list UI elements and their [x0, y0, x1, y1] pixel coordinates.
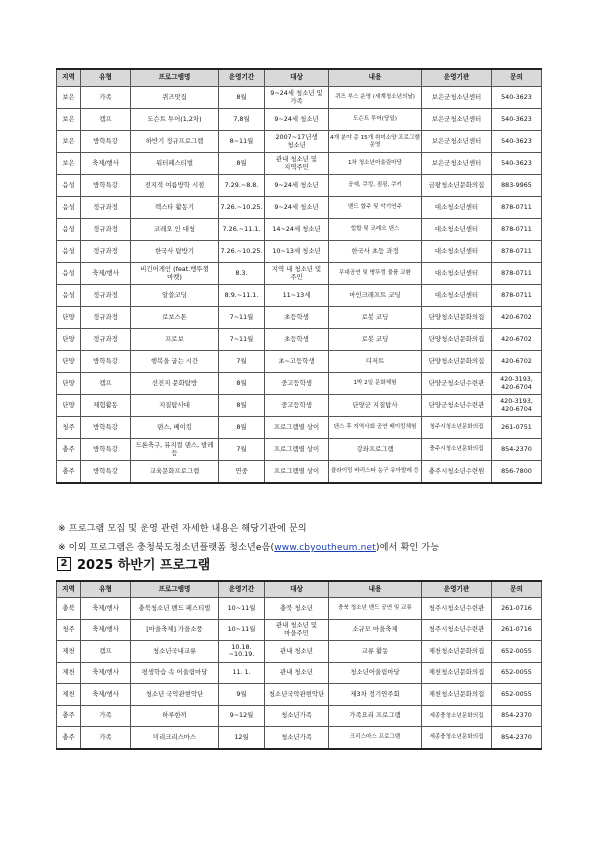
contact-cell: 652-0055 [492, 641, 542, 663]
table-row [57, 417, 542, 439]
section-number: 2 [57, 557, 71, 571]
period-cell: 7월 [219, 439, 265, 461]
organization-cell: 단양군청소년수련관 [422, 395, 492, 417]
table-header-row [57, 581, 542, 598]
type-cell: 방학특강 [81, 461, 131, 484]
note-platform-text-end: )에서 확인 가능 [376, 543, 440, 553]
region-cell: 음성 [57, 219, 81, 241]
organization-cell: 보은군청소년센터 [422, 87, 492, 109]
type-cell: 축제/행사 [81, 263, 131, 285]
contact-cell: 420-6702 [492, 329, 542, 351]
organization-cell: 제천청소년문화의집 [422, 662, 492, 684]
table-row [57, 461, 542, 484]
target-cell: 초등학생 [265, 307, 329, 329]
region-cell: 충주 [57, 727, 81, 749]
header-period: 운영기간 [219, 69, 265, 87]
contact-cell: 878-0711 [492, 197, 542, 219]
content-cell: 클라이밍 바리스타 농구 유아발레 등 [329, 461, 422, 484]
table-row [57, 662, 542, 684]
contact-cell: 420-3193, 420-6704 [492, 395, 542, 417]
note-inquiry: ※ 프로그램 모집 및 운영 관련 자세한 내용은 해당기관에 문의 [58, 524, 307, 534]
table-row [57, 351, 542, 373]
program-name-cell: 하반기 정규프로그램 [131, 131, 219, 153]
program-name-cell: [마을축제] 가을소풍 [131, 619, 219, 641]
target-cell: 2007~17년생 청소년 [265, 131, 329, 153]
type-cell: 가족 [81, 727, 131, 749]
region-cell: 음성 [57, 175, 81, 197]
region-cell: 제천 [57, 641, 81, 663]
type-cell: 축제/행사 [81, 684, 131, 706]
organization-cell: 제천청소년문화의집 [422, 684, 492, 706]
program-name-cell: 드론축구, 뮤지컬 댄스, 발레 등 [131, 439, 219, 461]
program-name-cell: 청소년국내교류 [131, 641, 219, 663]
type-cell: 방학특강 [81, 175, 131, 197]
target-cell: 프로그램별 상이 [265, 417, 329, 439]
content-cell: 충북 청소년 밴드 공연 및 교류 [329, 598, 422, 620]
content-cell: 힙합 및 코레오 댄스 [329, 219, 422, 241]
target-cell: 중고등학생 [265, 373, 329, 395]
period-cell: 7월 [219, 351, 265, 373]
type-cell: 축제/행사 [81, 598, 131, 620]
region-cell: 보은 [57, 109, 81, 131]
program-table-second-half [56, 580, 542, 750]
header-type: 유형 [81, 581, 131, 598]
period-cell: 7~11월 [219, 307, 265, 329]
period-cell: 8~11월 [219, 131, 265, 153]
table-row [57, 219, 542, 241]
organization-cell: 대소청소년센터 [422, 263, 492, 285]
target-cell: 충북 청소년 [265, 598, 329, 620]
contact-cell: 261-0716 [492, 598, 542, 620]
type-cell: 캠프 [81, 109, 131, 131]
type-cell: 캠프 [81, 373, 131, 395]
program-name-cell: 코레오 인 대청 [131, 219, 219, 241]
region-cell: 보은 [57, 87, 81, 109]
region-cell: 충주 [57, 439, 81, 461]
target-cell: 초~고등학생 [265, 351, 329, 373]
header-type: 유형 [81, 69, 131, 87]
content-cell: 크리스마스 프로그램 [329, 727, 422, 749]
organization-cell: 단양청소년문화의집 [422, 329, 492, 351]
content-cell: 청소년어울림마당 [329, 662, 422, 684]
region-cell: 충주 [57, 705, 81, 727]
table-row [57, 684, 542, 706]
period-cell: 7,8월 [219, 109, 265, 131]
content-cell: 퀴즈 부스 운영 (세계청소년의날) [329, 87, 422, 109]
header-target: 대상 [265, 581, 329, 598]
period-cell: 8월 [219, 395, 265, 417]
table-row [57, 439, 542, 461]
target-cell: 10~13세 청소년 [265, 241, 329, 263]
table-row [57, 241, 542, 263]
table-row [57, 263, 542, 285]
header-region: 지역 [57, 69, 81, 87]
type-cell: 방학특강 [81, 131, 131, 153]
content-cell: 4개 분야 총 15개 취미소양 프로그램 운영 [329, 131, 422, 153]
content-cell: 제3차 정기연주회 [329, 684, 422, 706]
program-name-cell: 한국사 탐방기 [131, 241, 219, 263]
content-cell: 도슨트 투어(당일) [329, 109, 422, 131]
type-cell: 정규과정 [81, 197, 131, 219]
period-cell: 10~11월 [219, 619, 265, 641]
organization-cell: 대소청소년센터 [422, 285, 492, 307]
organization-cell: 대소청소년센터 [422, 241, 492, 263]
content-cell: 교류 활동 [329, 641, 422, 663]
region-cell: 청주 [57, 417, 81, 439]
note-platform [58, 540, 439, 553]
period-cell: 12월 [219, 727, 265, 749]
program-name-cell: 지질탐사대 [131, 395, 219, 417]
content-cell: 공예, 쿠킹, 점핑, 쿠키 [329, 175, 422, 197]
organization-cell: 금왕청소년문화의집 [422, 175, 492, 197]
table-row [57, 307, 542, 329]
contact-cell: 883-9965 [492, 175, 542, 197]
section-heading [57, 554, 210, 573]
contact-cell: 854-2370 [492, 727, 542, 749]
organization-cell: 제천청소년문화의집 [422, 641, 492, 663]
period-cell: 7.26.~11.1. [219, 219, 265, 241]
region-cell: 음성 [57, 263, 81, 285]
organization-cell: 청주시청소년수련관 [422, 619, 492, 641]
period-cell: 7.29.~8.8. [219, 175, 265, 197]
header-contact: 문의 [492, 69, 542, 87]
program-name-cell: 알쓸코딩 [131, 285, 219, 307]
target-cell: 중고등학생 [265, 395, 329, 417]
period-cell: 7.26.~10.25. [219, 197, 265, 219]
period-cell: 9~12월 [219, 705, 265, 727]
section-title: 2025 하반기 프로그램 [77, 558, 211, 573]
target-cell: 청소년가족 [265, 705, 329, 727]
target-cell: 지역 내 청소년 및 주민 [265, 263, 329, 285]
period-cell: 7~11월 [219, 329, 265, 351]
type-cell: 정규과정 [81, 307, 131, 329]
organization-cell: 단양청소년문화의집 [422, 307, 492, 329]
type-cell: 정규과정 [81, 329, 131, 351]
header-content: 내용 [329, 69, 422, 87]
table-row [57, 109, 542, 131]
type-cell: 축제/행사 [81, 619, 131, 641]
contact-cell: 854-2370 [492, 439, 542, 461]
program-name-cell: 렉스타 활동기 [131, 197, 219, 219]
program-name-cell: 워터페스티벌 [131, 153, 219, 175]
contact-cell: 261-0716 [492, 619, 542, 641]
header-program-name: 프로그램명 [131, 581, 219, 598]
contact-cell: 540-3623 [492, 153, 542, 175]
program-name-cell: 하루한끼 [131, 705, 219, 727]
contact-cell: 652-0055 [492, 662, 542, 684]
program-name-cell: 로보스톤 [131, 307, 219, 329]
content-cell: 가족요리 프로그램 [329, 705, 422, 727]
type-cell: 가족 [81, 705, 131, 727]
contact-cell: 261-0751 [492, 417, 542, 439]
table-row [57, 619, 542, 641]
organization-cell: 단양청소년문화의집 [422, 351, 492, 373]
content-cell: 한국사 초등 과정 [329, 241, 422, 263]
target-cell: 프로그램별 상이 [265, 461, 329, 484]
target-cell: 관내 청소년 [265, 641, 329, 663]
type-cell: 정규과정 [81, 219, 131, 241]
content-cell: 밴드 합주 및 악기연주 [329, 197, 422, 219]
program-name-cell: 교육문화프로그램 [131, 461, 219, 484]
target-cell: 9~24세 청소년 [265, 197, 329, 219]
type-cell: 방학특강 [81, 439, 131, 461]
contact-cell: 878-0711 [492, 219, 542, 241]
program-name-cell: 충북청소년 밴드 페스티벌 [131, 598, 219, 620]
organization-cell: 충주시청소년수련원 [422, 461, 492, 484]
program-name-cell: 미리크리스마스 [131, 727, 219, 749]
table-row [57, 153, 542, 175]
region-cell: 단양 [57, 395, 81, 417]
type-cell: 체험활동 [81, 395, 131, 417]
program-name-cell: 댄스, 베이킹 [131, 417, 219, 439]
region-cell: 음성 [57, 285, 81, 307]
region-cell: 음성 [57, 197, 81, 219]
contact-cell: 540-3623 [492, 87, 542, 109]
period-cell: 연중 [219, 461, 265, 484]
target-cell: 9~24세 청소년 및 가족 [265, 87, 329, 109]
table-row [57, 175, 542, 197]
region-cell: 단양 [57, 307, 81, 329]
target-cell: 초등학생 [265, 329, 329, 351]
period-cell: 8월 [219, 153, 265, 175]
table-row [57, 87, 542, 109]
type-cell: 캠프 [81, 641, 131, 663]
contact-cell: 854-2370 [492, 705, 542, 727]
header-region: 지역 [57, 581, 81, 598]
content-cell: 강좌프로그램 [329, 439, 422, 461]
type-cell: 축제/행사 [81, 153, 131, 175]
organization-cell: 단양군청소년수련관 [422, 373, 492, 395]
target-cell: 관내 청소년 및 지역주민 [265, 153, 329, 175]
contact-cell: 540-3623 [492, 131, 542, 153]
type-cell: 방학특강 [81, 417, 131, 439]
header-contact: 문의 [492, 581, 542, 598]
header-program-name: 프로그램명 [131, 69, 219, 87]
contact-cell: 652-0055 [492, 684, 542, 706]
region-cell: 청주 [57, 619, 81, 641]
note-platform-text: ※ 이외 프로그램은 충청북도청소년플랫폼 청소년e음( [58, 543, 275, 553]
contact-cell: 420-3193, 420-6704 [492, 373, 542, 395]
period-cell: 10.18. ~10.19. [219, 641, 265, 663]
organization-cell: 보은군청소년센터 [422, 131, 492, 153]
target-cell: 청소년가족 [265, 727, 329, 749]
region-cell: 제천 [57, 684, 81, 706]
header-period: 운영기간 [219, 581, 265, 598]
table-row [57, 395, 542, 417]
content-cell: 소규모 마을축제 [329, 619, 422, 641]
target-cell: 프로그램별 상이 [265, 439, 329, 461]
contact-cell: 540-3623 [492, 109, 542, 131]
region-cell: 단양 [57, 329, 81, 351]
table-row [57, 727, 542, 749]
program-name-cell: 퀴즈맛집 [131, 87, 219, 109]
target-cell: 9~24세 청소년 [265, 175, 329, 197]
content-cell: 단양군 지질탐사 [329, 395, 422, 417]
target-cell: 11~13세 [265, 285, 329, 307]
region-cell: 보은 [57, 153, 81, 175]
type-cell: 방학특강 [81, 351, 131, 373]
type-cell: 정규과정 [81, 241, 131, 263]
contact-cell: 856-7800 [492, 461, 542, 484]
content-cell: 무대공연 및 병뚜껑 물품 교환 [329, 263, 422, 285]
target-cell: 9~24세 청소년 [265, 109, 329, 131]
content-cell: 디저트 [329, 351, 422, 373]
period-cell: 8월 [219, 87, 265, 109]
contact-cell: 420-6702 [492, 351, 542, 373]
period-cell: 9월 [219, 684, 265, 706]
table-row [57, 131, 542, 153]
content-cell: 마인크래프트 코딩 [329, 285, 422, 307]
table-row [57, 285, 542, 307]
organization-cell: 보은군청소년센터 [422, 109, 492, 131]
contact-cell: 420-6702 [492, 307, 542, 329]
region-cell: 단양 [57, 351, 81, 373]
table-row [57, 329, 542, 351]
organization-cell: 대소청소년센터 [422, 219, 492, 241]
content-cell: 로봇 코딩 [329, 329, 422, 351]
program-table-first-half [56, 68, 542, 484]
organization-cell: 대소청소년센터 [422, 197, 492, 219]
content-cell: 댄스 후 지역사회 공연 베이킹체험 [329, 417, 422, 439]
contact-cell: 878-0711 [492, 263, 542, 285]
target-cell: 청소년국악관현악단 [265, 684, 329, 706]
program-name-cell: 프로보 [131, 329, 219, 351]
program-name-cell: 행복을 굽는 시간 [131, 351, 219, 373]
program-name-cell: 비긴어게인 (feat.뱅뚜껑 마켓) [131, 263, 219, 285]
table-header-row [57, 69, 542, 87]
type-cell: 가족 [81, 87, 131, 109]
table-row [57, 641, 542, 663]
table-row [57, 197, 542, 219]
content-cell: 로봇 코딩 [329, 307, 422, 329]
contact-cell: 878-0711 [492, 285, 542, 307]
header-target: 대상 [265, 69, 329, 87]
organization-cell: 청주시청소년수련관 [422, 598, 492, 620]
program-name-cell: 도슨트 투어(1,2차) [131, 109, 219, 131]
program-name-cell: 전지적 여름방학 시점 [131, 175, 219, 197]
header-organization: 운영기관 [422, 69, 492, 87]
type-cell: 정규과정 [81, 285, 131, 307]
target-cell: 관내 청소년 및 마을주민 [265, 619, 329, 641]
content-cell: 1차 청소년어울림마당 [329, 153, 422, 175]
region-cell: 단양 [57, 373, 81, 395]
period-cell: 8.3. [219, 263, 265, 285]
period-cell: 7.26.~10.25. [219, 241, 265, 263]
period-cell: 8.9.~11.1. [219, 285, 265, 307]
region-cell: 음성 [57, 241, 81, 263]
organization-cell: 보은군청소년센터 [422, 153, 492, 175]
region-cell: 충주 [57, 461, 81, 484]
table-row [57, 373, 542, 395]
table-row [57, 705, 542, 727]
table-row [57, 598, 542, 620]
period-cell: 10~11월 [219, 598, 265, 620]
organization-cell: 충주시청소년문화의집 [422, 439, 492, 461]
contact-cell: 878-0711 [492, 241, 542, 263]
period-cell: 11. 1. [219, 662, 265, 684]
program-name-cell: 평생학습 속 어울림마당 [131, 662, 219, 684]
content-cell: 1박 2일 문화체험 [329, 373, 422, 395]
region-cell: 제천 [57, 662, 81, 684]
organization-cell: 청주시청소년문화의집 [422, 417, 492, 439]
program-name-cell: 청소년 국악관현악단 [131, 684, 219, 706]
region-cell: 보은 [57, 131, 81, 153]
header-organization: 운영기관 [422, 581, 492, 598]
type-cell: 축제/행사 [81, 662, 131, 684]
period-cell: 8월 [219, 417, 265, 439]
region-cell: 충북 [57, 598, 81, 620]
platform-link[interactable]: www.cbyoutheum.net [274, 543, 377, 553]
program-name-cell: 선진지 문화탐방 [131, 373, 219, 395]
header-content: 내용 [329, 581, 422, 598]
organization-cell: 세종충청소년문화의집 [422, 705, 492, 727]
target-cell: 관내 청소년 [265, 662, 329, 684]
organization-cell: 세종충청소년문화의집 [422, 727, 492, 749]
target-cell: 14~24세 청소년 [265, 219, 329, 241]
period-cell: 8월 [219, 373, 265, 395]
